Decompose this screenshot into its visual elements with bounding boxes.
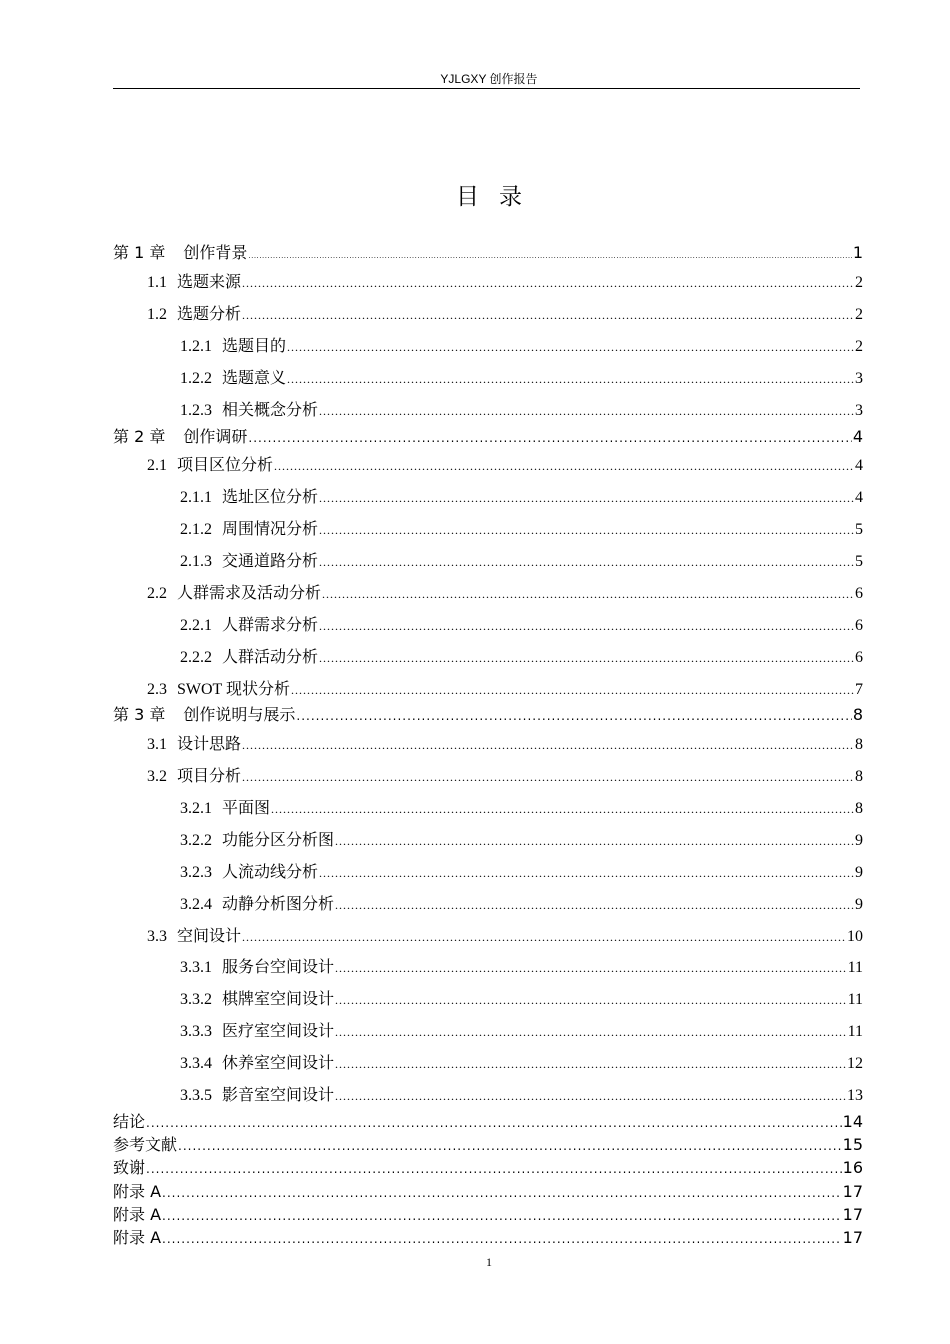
toc-entry-title: 致谢 bbox=[113, 1158, 146, 1177]
toc-entry-number: 2.2.1 bbox=[180, 617, 212, 634]
toc-entry-number: 2.2 bbox=[147, 585, 167, 602]
dot-leader bbox=[319, 488, 854, 508]
dot-leader bbox=[319, 401, 854, 421]
toc-entry-page: 3 bbox=[855, 370, 863, 387]
toc-entry-number: 2.2.2 bbox=[180, 649, 212, 666]
toc-entry-number: 2.3 bbox=[147, 681, 167, 698]
toc-entry[interactable] bbox=[113, 243, 863, 266]
toc-entry-title: 创作调研 bbox=[183, 427, 248, 446]
toc-entry-number: 2.1.3 bbox=[180, 553, 212, 570]
dot-leader bbox=[319, 552, 854, 572]
toc-entry[interactable] bbox=[113, 648, 863, 668]
toc-entry[interactable] bbox=[113, 616, 863, 636]
toc-entry-number: 3.2.4 bbox=[180, 896, 212, 913]
toc-entry[interactable] bbox=[113, 337, 863, 357]
toc-entry-number: 2.1.1 bbox=[180, 489, 212, 506]
toc-entry-title: 相关概念分析 bbox=[222, 402, 319, 419]
toc-entry-number: 3.3.3 bbox=[180, 1023, 212, 1040]
toc-entry[interactable] bbox=[113, 273, 863, 293]
toc-entry-page: 9 bbox=[855, 864, 863, 881]
toc-entry-page: 1 bbox=[852, 243, 863, 262]
dot-leader bbox=[162, 1229, 842, 1249]
toc-entry-page: 17 bbox=[842, 1205, 863, 1224]
toc-entry-title: 选题分析 bbox=[177, 306, 242, 323]
toc-entry-title: 交通道路分析 bbox=[222, 553, 319, 570]
toc-entry-title: 人群活动分析 bbox=[222, 649, 319, 666]
toc-entry[interactable] bbox=[113, 895, 863, 915]
toc-entry-number: 3.3.2 bbox=[180, 991, 212, 1008]
toc-entry-page: 14 bbox=[842, 1112, 863, 1131]
toc-entry[interactable] bbox=[113, 369, 863, 389]
dot-leader bbox=[335, 958, 847, 978]
toc-entry-title: 周围情况分析 bbox=[222, 521, 319, 538]
toc-entry-number: 1.2.2 bbox=[180, 370, 212, 387]
toc-entry-number: 3.2.2 bbox=[180, 832, 212, 849]
dot-leader bbox=[335, 895, 854, 915]
dot-leader bbox=[287, 337, 854, 357]
dot-leader bbox=[242, 735, 854, 755]
dot-leader bbox=[274, 456, 854, 476]
dot-leader bbox=[242, 927, 846, 947]
toc-entry-title: SWOT 现状分析 bbox=[177, 681, 291, 698]
dot-leader bbox=[248, 246, 851, 266]
dot-leader bbox=[178, 1136, 842, 1156]
toc-entry-number: 3.2.3 bbox=[180, 864, 212, 881]
toc-entry-number: 3.3.4 bbox=[180, 1055, 212, 1072]
toc-entry-page: 17 bbox=[842, 1228, 863, 1247]
toc-entry-title: 附录 A bbox=[113, 1182, 162, 1201]
toc-entry-number: 第 1 章 bbox=[113, 243, 166, 262]
toc-entry[interactable] bbox=[113, 767, 863, 787]
toc-entry-page: 11 bbox=[847, 1023, 863, 1040]
toc-entry-page: 6 bbox=[855, 649, 863, 666]
toc-entry-page: 11 bbox=[847, 991, 863, 1008]
toc-entry-number: 1.2.3 bbox=[180, 402, 212, 419]
toc-entry[interactable] bbox=[113, 1054, 863, 1074]
dot-leader bbox=[242, 273, 854, 293]
toc-entry-title: 医疗室空间设计 bbox=[222, 1023, 335, 1040]
toc-entry-number: 1.2 bbox=[147, 306, 167, 323]
toc-entry-page: 4 bbox=[855, 489, 863, 506]
toc-entry-page: 4 bbox=[855, 457, 863, 474]
toc-entry[interactable] bbox=[113, 1135, 863, 1156]
toc-entry-title: 项目区位分析 bbox=[177, 457, 274, 474]
toc-entry-title: 结论 bbox=[113, 1112, 146, 1131]
toc-entry-title: 选题意义 bbox=[222, 370, 287, 387]
toc-entry-page: 6 bbox=[855, 585, 863, 602]
toc-entry-title: 选题来源 bbox=[177, 274, 242, 291]
toc-entry[interactable] bbox=[113, 427, 863, 448]
toc-entry-number: 2.1.2 bbox=[180, 521, 212, 538]
header-divider bbox=[113, 88, 860, 89]
toc-entry-page: 15 bbox=[842, 1135, 863, 1154]
toc-entry-title: 影音室空间设计 bbox=[222, 1087, 335, 1104]
dot-leader bbox=[319, 616, 854, 636]
toc-entry-page: 6 bbox=[855, 617, 863, 634]
toc-entry-title: 空间设计 bbox=[177, 928, 242, 945]
dot-leader bbox=[296, 706, 851, 726]
toc-entry-page: 7 bbox=[855, 681, 863, 698]
toc-entry-page: 8 bbox=[852, 705, 863, 724]
dot-leader bbox=[162, 1206, 842, 1226]
toc-entry[interactable] bbox=[113, 958, 863, 978]
toc-entry-page: 3 bbox=[855, 402, 863, 419]
toc-entry[interactable] bbox=[113, 990, 863, 1010]
dot-leader bbox=[248, 428, 851, 448]
toc-title: 目录 bbox=[456, 184, 542, 210]
toc-entry[interactable] bbox=[113, 456, 863, 476]
toc-entry-page: 17 bbox=[842, 1182, 863, 1201]
toc-entry-number: 第 2 章 bbox=[113, 427, 166, 446]
toc-entry-page: 8 bbox=[855, 768, 863, 785]
toc-entry-number: 1.2.1 bbox=[180, 338, 212, 355]
toc-entry[interactable] bbox=[113, 1228, 863, 1249]
toc-entry-page: 12 bbox=[847, 1055, 863, 1072]
dot-leader bbox=[322, 584, 854, 604]
toc-entry-page: 9 bbox=[855, 896, 863, 913]
dot-leader bbox=[319, 520, 854, 540]
toc-entry-page: 2 bbox=[855, 306, 863, 323]
dot-leader bbox=[319, 863, 854, 883]
toc-entry-title: 动静分析图分析 bbox=[222, 896, 335, 913]
dot-leader bbox=[271, 799, 854, 819]
toc-entry[interactable] bbox=[113, 584, 863, 604]
toc-entry[interactable] bbox=[113, 927, 863, 947]
toc-entry[interactable] bbox=[113, 1158, 863, 1179]
toc-entry-title: 创作背景 bbox=[183, 243, 248, 262]
toc-entry-title: 休养室空间设计 bbox=[222, 1055, 335, 1072]
toc-entry-title: 人群需求分析 bbox=[222, 617, 319, 634]
toc-entry[interactable] bbox=[113, 488, 863, 508]
toc-entry-title: 设计思路 bbox=[177, 736, 242, 753]
toc-entry-number: 3.3.1 bbox=[180, 959, 212, 976]
toc-entry[interactable] bbox=[113, 863, 863, 883]
dot-leader bbox=[146, 1113, 842, 1133]
toc-entry-page: 11 bbox=[847, 959, 863, 976]
toc-entry-title: 功能分区分析图 bbox=[222, 832, 335, 849]
dot-leader bbox=[335, 1022, 847, 1042]
dot-leader bbox=[335, 831, 854, 851]
toc-entry-number: 3.2.1 bbox=[180, 800, 212, 817]
page-header: YJLGXY 创作报告 bbox=[440, 72, 538, 86]
toc-entry-page: 16 bbox=[842, 1158, 863, 1177]
dot-leader bbox=[146, 1159, 842, 1179]
toc-entry-number: 第 3 章 bbox=[113, 705, 166, 724]
toc-entry-title: 参考文献 bbox=[113, 1135, 178, 1154]
toc-entry[interactable] bbox=[113, 799, 863, 819]
toc-entry-page: 8 bbox=[855, 800, 863, 817]
toc-entry-title: 附录 A bbox=[113, 1228, 162, 1247]
toc-entry-page: 2 bbox=[855, 274, 863, 291]
toc-entry-title: 人群需求及活动分析 bbox=[177, 585, 322, 602]
toc-entry-title: 棋牌室空间设计 bbox=[222, 991, 335, 1008]
dot-leader bbox=[319, 648, 854, 668]
dot-leader bbox=[162, 1183, 842, 1203]
toc-entry[interactable] bbox=[113, 1086, 863, 1106]
toc-entry-title: 选题目的 bbox=[222, 338, 287, 355]
toc-entry-title: 人流动线分析 bbox=[222, 864, 319, 881]
toc-entry-number: 3.3.5 bbox=[180, 1087, 212, 1104]
toc-entry-number: 3.1 bbox=[147, 736, 167, 753]
toc-entry[interactable] bbox=[113, 552, 863, 572]
toc-entry-page: 4 bbox=[852, 427, 863, 446]
dot-leader bbox=[242, 305, 854, 325]
toc-entry-page: 5 bbox=[855, 553, 863, 570]
toc-entry[interactable] bbox=[113, 735, 863, 755]
toc-entry-title: 平面图 bbox=[222, 800, 271, 817]
toc-entry-number: 1.1 bbox=[147, 274, 167, 291]
dot-leader bbox=[242, 767, 854, 787]
dot-leader bbox=[335, 1054, 846, 1074]
toc-entry-title: 选址区位分析 bbox=[222, 489, 319, 506]
toc-entry-title: 服务台空间设计 bbox=[222, 959, 335, 976]
toc-entry-page: 5 bbox=[855, 521, 863, 538]
toc-entry[interactable] bbox=[113, 401, 863, 421]
dot-leader bbox=[335, 1086, 846, 1106]
toc-entry[interactable] bbox=[113, 1205, 863, 1226]
toc-entry-number: 3.2 bbox=[147, 768, 167, 785]
toc-entry-number: 3.3 bbox=[147, 928, 167, 945]
dot-leader bbox=[291, 680, 854, 700]
toc-entry-title: 附录 A bbox=[113, 1205, 162, 1224]
toc-entry[interactable] bbox=[113, 305, 863, 325]
toc-entry-page: 9 bbox=[855, 832, 863, 849]
toc-entry-page: 13 bbox=[847, 1087, 863, 1104]
toc-entry-page: 8 bbox=[855, 736, 863, 753]
toc-entry[interactable] bbox=[113, 831, 863, 851]
dot-leader bbox=[287, 369, 854, 389]
toc-entry[interactable] bbox=[113, 680, 863, 700]
toc-entry-page: 2 bbox=[855, 338, 863, 355]
toc-entry[interactable] bbox=[113, 1112, 863, 1133]
toc-entry[interactable] bbox=[113, 520, 863, 540]
toc-entry-page: 10 bbox=[847, 928, 863, 945]
toc-entry-number: 2.1 bbox=[147, 457, 167, 474]
dot-leader bbox=[335, 990, 847, 1010]
toc-entry[interactable] bbox=[113, 1182, 863, 1203]
toc-entry[interactable] bbox=[113, 705, 863, 726]
toc-entry-title: 创作说明与展示 bbox=[183, 705, 296, 724]
page-number: 1 bbox=[486, 1255, 492, 1269]
toc-entry-title: 项目分析 bbox=[177, 768, 242, 785]
toc-entry[interactable] bbox=[113, 1022, 863, 1042]
